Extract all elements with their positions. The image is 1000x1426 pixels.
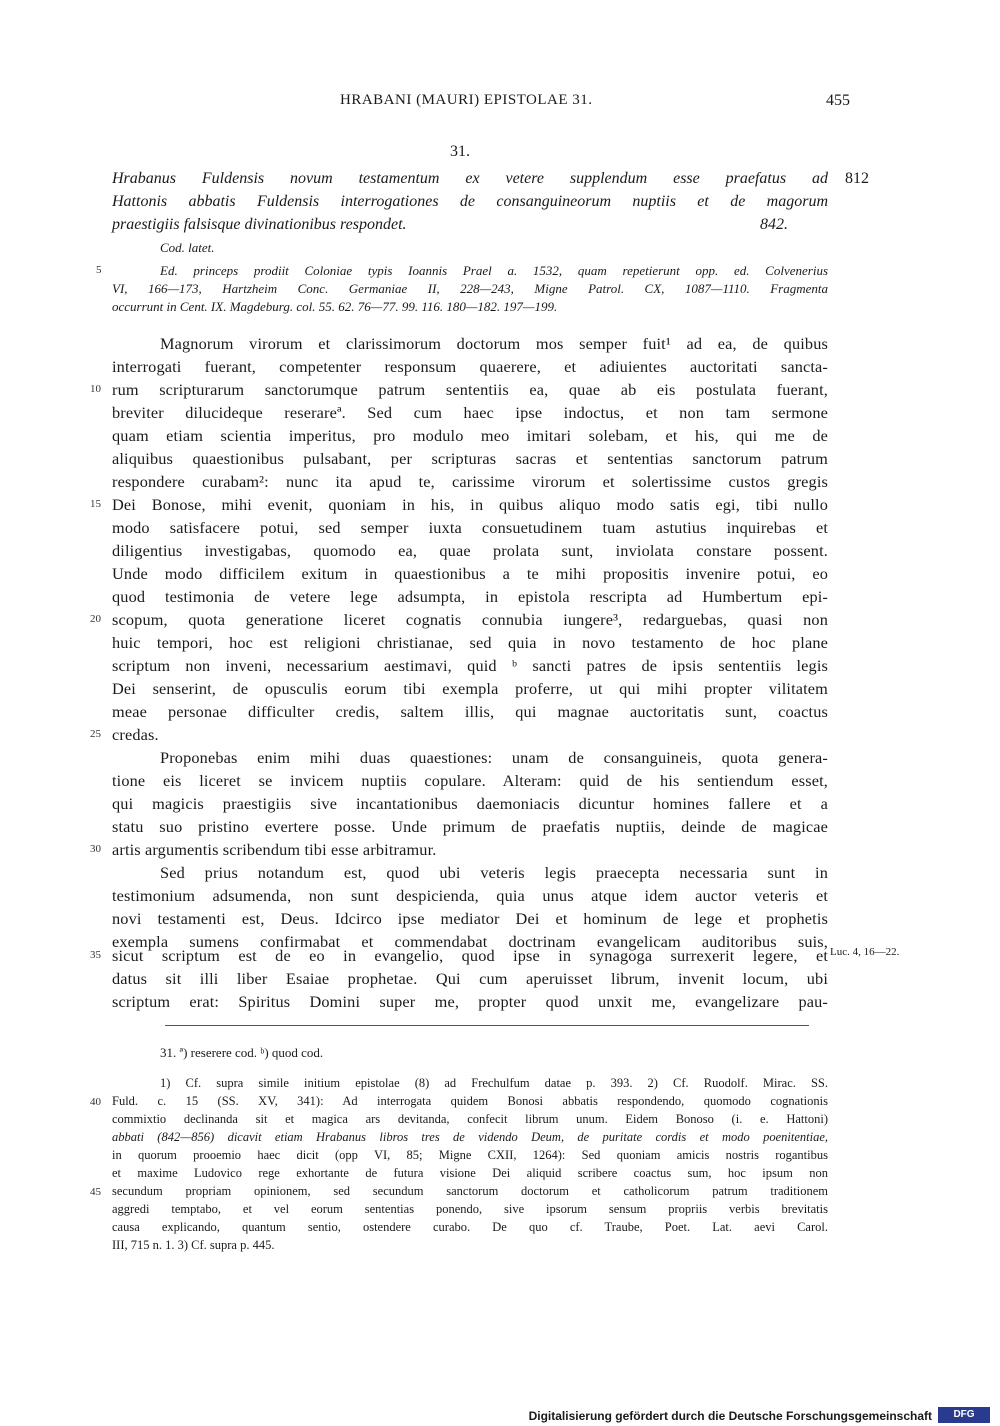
body-line: quod testimonia de vetere lege adsumpta, in epistola rescripta ad Humbertum epi- <box>112 587 828 606</box>
body-line: credas. <box>112 725 159 744</box>
body-line: Dei Bonose, mihi evenit, quoniam in his, in quibus aliquo modo satis egi, tibi nullo <box>112 495 828 514</box>
body-line: huic tempori, hoc est religioni christianae, sed quia in novo testamento de hoc plane <box>112 633 828 652</box>
footnote-line: abbati (842—856) dicavit etiam Hrabanus libros tres de videndo Deum, de puritate cordis et modo poenitentiae, <box>112 1130 828 1144</box>
body-line: sicut scriptum est de eo in evangelio, quod ipse in synagoga surrexerit legere, et <box>112 946 828 965</box>
body-line: testimonium adsumenda, non sunt despicienda, quia unus atque idem auctor veteris et <box>112 886 828 905</box>
line-number: 25 <box>90 728 101 740</box>
heading-year: 842. <box>760 216 788 233</box>
body-line: exempla sumens confirmabat et commendabat doctrinam evangelicam auditoribus suis, <box>112 932 828 951</box>
body-line: artis argumentis scribendum tibi esse arbitramur. <box>112 840 437 859</box>
body-line: qui magicis praestigiis sive incantationibus daemoniacis dicuntur homines fallere et a <box>112 794 828 813</box>
line-number: 30 <box>90 843 101 855</box>
body-line: interrogati fuerant, competenter responsum quaerere, et adiuientes auctoritati sancta- <box>112 357 828 376</box>
edition-line: VI, 166—173, Hartzheim Conc. Germaniae II, 228—243, Migne Patrol. CX, 1087—1110. Fragmenta <box>112 281 828 296</box>
body-line: datus sit illi liber Esaiae prophetae. Qui cum aperuisset librum, invenit locum, ubi <box>112 969 828 988</box>
line-number: 5 <box>96 264 102 276</box>
heading-line: Hrabanus Fuldensis novum testamentum ex vetere supplendum esse praefatus ad <box>112 170 828 187</box>
footnote-line: aggredi temptabo, et vel eorum sententias ponendo, sive ipsorum sensum propriis verbis brevitatis <box>112 1202 828 1216</box>
body-line: meae personae difficulter credis, saltem illis, qui magnae auctoritatis sunt, coactus <box>112 702 828 721</box>
edition-line: occurrunt in Cent. IX. Magdeburg. col. 55. 62. 76—77. 99. 116. 180—182. 197—199. <box>112 299 558 314</box>
body-line: Dei senserint, de opusculis eorum tibi exempla proferre, ut qui mihi propter vilitatem <box>112 679 828 698</box>
body-line: Magnorum virorum et clarissimorum doctorum mos semper fuit¹ ad ea, de quibus <box>160 334 828 353</box>
edition-line: Ed. princeps prodiit Coloniae typis Ioannis Prael a. 1532, quam repetierunt opp. ed. Colvenerius <box>160 263 828 278</box>
body-line: scriptum erat: Spiritus Domini super me, propter quod unxit me, evangelizare pau- <box>112 992 828 1011</box>
running-header-title: HRABANI (MAURI) EPISTOLAE 31. <box>340 92 593 108</box>
footnote-line: causa explicando, quantum sentio, ostendere curabo. De quo cf. Traube, Poet. Lat. aevi Carol. <box>112 1220 828 1234</box>
body-line: respondere curabam²: nunc ita apud te, carissime virorum et solertissime custos gregis <box>112 472 828 491</box>
body-line: Proponebas enim mihi duas quaestiones: unam de consanguineis, quota genera- <box>160 748 828 767</box>
body-line: modo satisfacere potui, sed semper iuxta consuetudinem tuam astutius inquirebas et <box>112 518 828 537</box>
body-line: Unde modo difficilem exitum in quaestionibus a te mihi propositis invenire potui, eo <box>112 564 828 583</box>
line-number: 35 <box>90 949 101 961</box>
letter-number: 31. <box>450 143 470 160</box>
body-line: statu suo pristino evertere posse. Unde primum de praefatis nuptiis, deinde de magicae <box>112 817 828 836</box>
footnote-line: commixtio declinanda sit et magica ars devitanda, confecit librum unum. Eidem Bonoso (i. e. Hattoni) <box>112 1112 828 1126</box>
line-number: 20 <box>90 613 101 625</box>
body-line: Sed prius notandum est, quod ubi veteris legis praecepta necessaria sunt in <box>160 863 828 882</box>
line-number: 45 <box>90 1186 101 1198</box>
page-number: 455 <box>826 92 850 109</box>
heading-line: Hattonis abbatis Fuldensis interrogationes de consanguineorum nuptiis et de magorum <box>112 193 828 210</box>
body-line: breviter dilucideque reserareª. Sed cum haec ipse indoctus, et non tam sermone <box>112 403 828 422</box>
footnote-line: secundum propriam opinionem, sed secundum sanctorum doctorum et catholicorum patrum traditionem <box>112 1184 828 1198</box>
body-line: aliquibus quaestionibus pulsabant, per scripturas sacras et sententias sanctorum patrum <box>112 449 828 468</box>
margin-reference: Luc. 4, 16—22. <box>830 946 900 958</box>
line-number: 15 <box>90 498 101 510</box>
line-number: 40 <box>90 1096 101 1108</box>
dfg-logo: DFG <box>938 1407 990 1423</box>
footnote-line: et maxime Ludovico rege exhortante de futura visione Dei aliquid scribere coactus sum, hoc ipsum non <box>112 1166 828 1180</box>
footnote-line: Fuld. c. 15 (SS. XV, 341): Ad interrogata quidem Bonosi abbatis respondendo, quomodo cognationis <box>112 1094 828 1108</box>
body-line: quam etiam scientia imperitus, pro modulo meo imitari solebam, et his, qui me de <box>112 426 828 445</box>
footnote-separator <box>165 1025 809 1026</box>
line-number: 10 <box>90 383 101 395</box>
codex-note: Cod. latet. <box>160 240 215 255</box>
heading-line: praestigiis falsisque divinationibus respondet. <box>112 216 407 233</box>
body-line: scriptum non inveni, necessarium aestimavi, quid ᵇ sancti patres de ipsis sententiis legis <box>112 656 828 675</box>
body-line: tione eis liceret se invicem nuptiis copulare. Alteram: quid de his sentiendum esset, <box>112 771 828 790</box>
critical-apparatus: 31. ª) reserere cod. ᵇ) quod cod. <box>160 1045 324 1060</box>
footnote-line: in quorum prooemio haec dicit (opp VI, 85; Migne CXII, 1264): Sed quoniam amicis nostris rogantibus <box>112 1148 828 1162</box>
footnote-line: 1) Cf. supra simile initium epistolae (8) ad Frechulfum datae p. 393. 2) Cf. Ruodolf. Mirac. SS. <box>160 1076 828 1090</box>
body-line: rum scripturarum sanctorumque patrum sententiis ea, quae ab eis postulata fuerant, <box>112 380 828 399</box>
body-line: novi testamenti est, Deus. Idcirco ipse mediator Dei et hominum de lege et prophetis <box>112 909 828 928</box>
margin-year: 812 <box>845 170 869 187</box>
body-line: scopum, quota generatione liceret cognatis connubia iungere³, redarguebas, quasi non <box>112 610 828 629</box>
body-line: diligentius investigabas, quomodo ea, quae prolata sunt, inviolata constare possent. <box>112 541 828 560</box>
footnote-line: III, 715 n. 1. 3) Cf. supra p. 445. <box>112 1238 275 1252</box>
digitization-credit: Digitalisierung gefördert durch die Deutsche Forschungsgemeinschaft <box>528 1409 932 1423</box>
